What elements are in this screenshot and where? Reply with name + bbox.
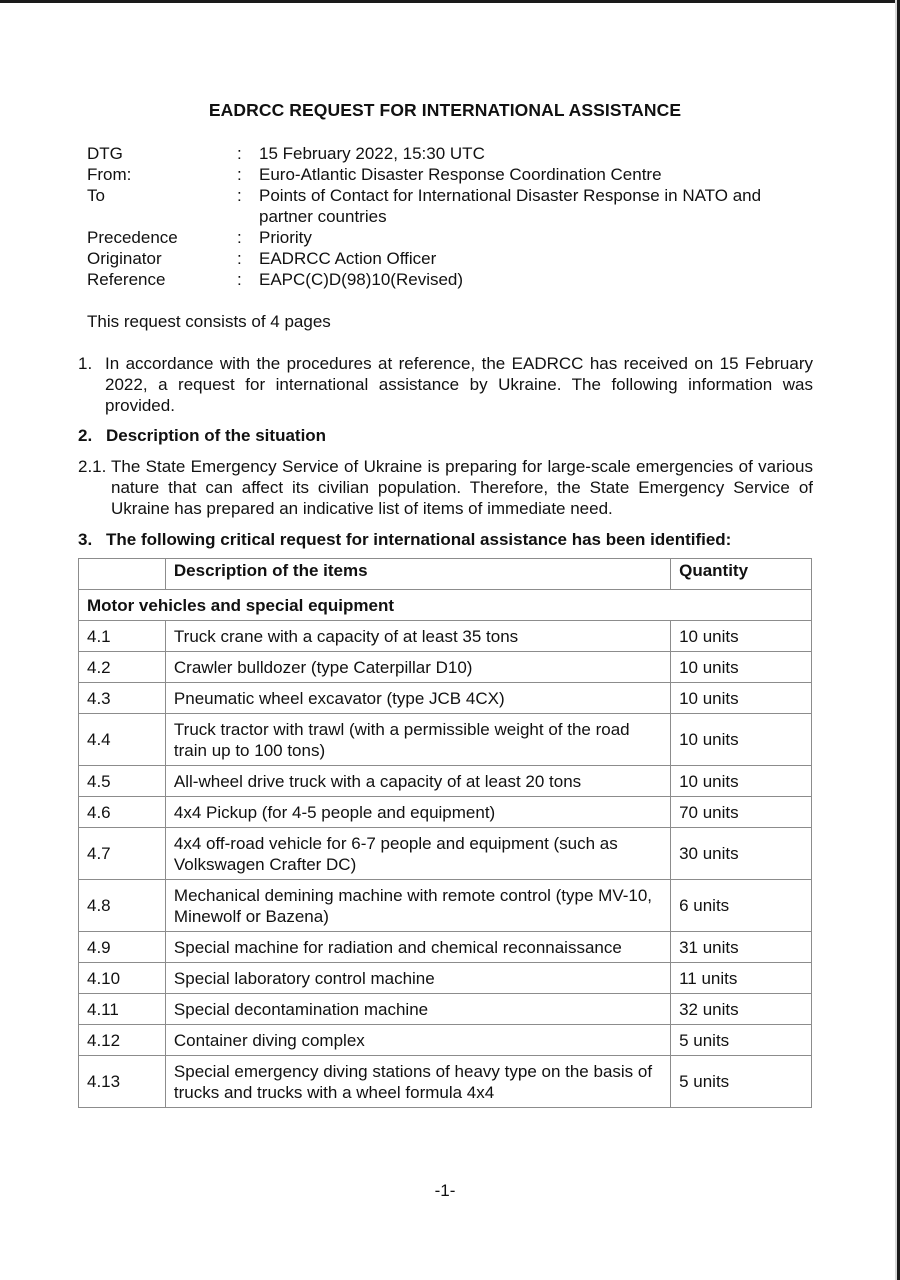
table-header-row [79,559,812,590]
table-row [79,1025,812,1056]
item-description: Truck tractor with trawl (with a permissible weight of the road train up to 100 tons) [165,714,670,766]
paragraph-2-1 [78,456,813,519]
table-row [79,828,812,880]
item-description: All-wheel drive truck with a capacity of at least 20 tons [165,766,670,797]
item-description: 4x4 off-road vehicle for 6-7 people and equipment (such as Volkswagen Crafter DC) [165,828,670,880]
frame-top-border [0,0,900,3]
item-description: Special machine for radiation and chemical reconnaissance [165,932,670,963]
meta-row-originator [87,248,817,269]
meta-label: DTG [87,144,123,163]
table-row [79,714,812,766]
item-quantity: 30 units [671,828,812,880]
meta-row-from [87,164,817,185]
meta-label: Reference [87,270,166,289]
meta-colon: : [237,249,242,268]
header-number [79,559,166,590]
meta-row-precedence [87,227,817,248]
item-quantity: 31 units [671,932,812,963]
meta-colon: : [237,270,242,289]
item-quantity: 70 units [671,797,812,828]
table-row [79,766,812,797]
meta-value: Priority [259,228,312,247]
table-row [79,994,812,1025]
item-quantity: 10 units [671,766,812,797]
item-number: 4.1 [79,621,166,652]
meta-colon: : [237,186,242,205]
item-number: 4.3 [79,683,166,714]
table-row [79,797,812,828]
item-number: 4.4 [79,714,166,766]
paragraph-text: The following critical request for international assistance has been identified: [106,530,732,549]
meta-row-dtg [87,143,817,164]
table-row [79,963,812,994]
document-title: EADRCC REQUEST FOR INTERNATIONAL ASSISTANCE [208,100,682,120]
item-description: 4x4 Pickup (for 4-5 people and equipment) [165,797,670,828]
item-number: 4.9 [79,932,166,963]
item-number: 4.13 [79,1056,166,1108]
header-quantity: Quantity [671,559,812,590]
item-number: 4.12 [79,1025,166,1056]
paragraph-number: 1. [78,354,93,373]
message-header-block [87,143,817,290]
paragraph-number: 2.1. [78,457,107,476]
item-description: Special decontamination machine [165,994,670,1025]
item-quantity: 5 units [671,1025,812,1056]
page-number: -1- [434,1181,456,1200]
table-row [79,621,812,652]
paragraph-text: The State Emergency Service of Ukraine is preparing for large-scale emergencies of various nature that can affect its civilian population. Therefore, the State Emergency Service of Ukraine has prepared an indicative list of items of immediate need. [111,457,813,518]
header-description: Description of the items [165,559,670,590]
item-description: Container diving complex [165,1025,670,1056]
meta-row-to [87,185,817,227]
meta-value: EADRCC Action Officer [259,249,437,268]
item-number: 4.5 [79,766,166,797]
item-description: Special emergency diving stations of heavy type on the basis of trucks and trucks with a wheel formula 4x4 [165,1056,670,1108]
meta-colon: : [237,228,242,247]
paragraph-text: In accordance with the procedures at reference, the EADRCC has received on 15 February 2022, a request for international assistance by Ukraine. The following information was provided. [105,354,813,415]
table-row [79,683,812,714]
table-row [79,932,812,963]
paragraph-number: 2. [78,426,93,445]
item-quantity: 32 units [671,994,812,1025]
meta-value: Euro-Atlantic Disaster Response Coordination Centre [259,165,662,184]
meta-label: From: [87,165,132,184]
table-row [79,652,812,683]
meta-value: Points of Contact for International Disaster Response in NATO and partner countries [259,186,762,226]
meta-value: 15 February 2022, 15:30 UTC [259,144,485,163]
meta-colon: : [237,165,242,184]
item-number: 4.11 [79,994,166,1025]
item-quantity: 10 units [671,683,812,714]
item-quantity: 11 units [671,963,812,994]
table-section-row [79,590,812,621]
item-quantity: 5 units [671,1056,812,1108]
item-number: 4.8 [79,880,166,932]
item-number: 4.6 [79,797,166,828]
item-description: Pneumatic wheel excavator (type JCB 4CX) [165,683,670,714]
table-row [79,1056,812,1108]
item-description: Crawler bulldozer (type Caterpillar D10) [165,652,670,683]
meta-label: To [87,186,105,205]
meta-colon: : [237,144,242,163]
items-table [78,558,812,1108]
paragraph-2-heading [78,425,813,446]
item-quantity: 10 units [671,714,812,766]
meta-label: Precedence [87,228,178,247]
paragraph-number: 3. [78,530,93,549]
meta-value: EAPC(C)D(98)10(Revised) [259,270,464,289]
table-row [79,880,812,932]
paragraph-3-heading [78,529,813,550]
item-number: 4.7 [79,828,166,880]
item-description: Truck crane with a capacity of at least 35 tons [165,621,670,652]
paragraph-text: Description of the situation [106,426,327,445]
section-title: Motor vehicles and special equipment [79,590,812,621]
item-description: Mechanical demining machine with remote control (type MV-10, Minewolf or Bazena) [165,880,670,932]
item-description: Special laboratory control machine [165,963,670,994]
item-number: 4.10 [79,963,166,994]
item-quantity: 10 units [671,621,812,652]
item-number: 4.2 [79,652,166,683]
paragraph-1 [78,353,813,416]
meta-label: Originator [87,249,162,268]
item-quantity: 10 units [671,652,812,683]
pages-note: This request consists of 4 pages [87,312,331,331]
item-quantity: 6 units [671,880,812,932]
meta-row-reference [87,269,817,290]
